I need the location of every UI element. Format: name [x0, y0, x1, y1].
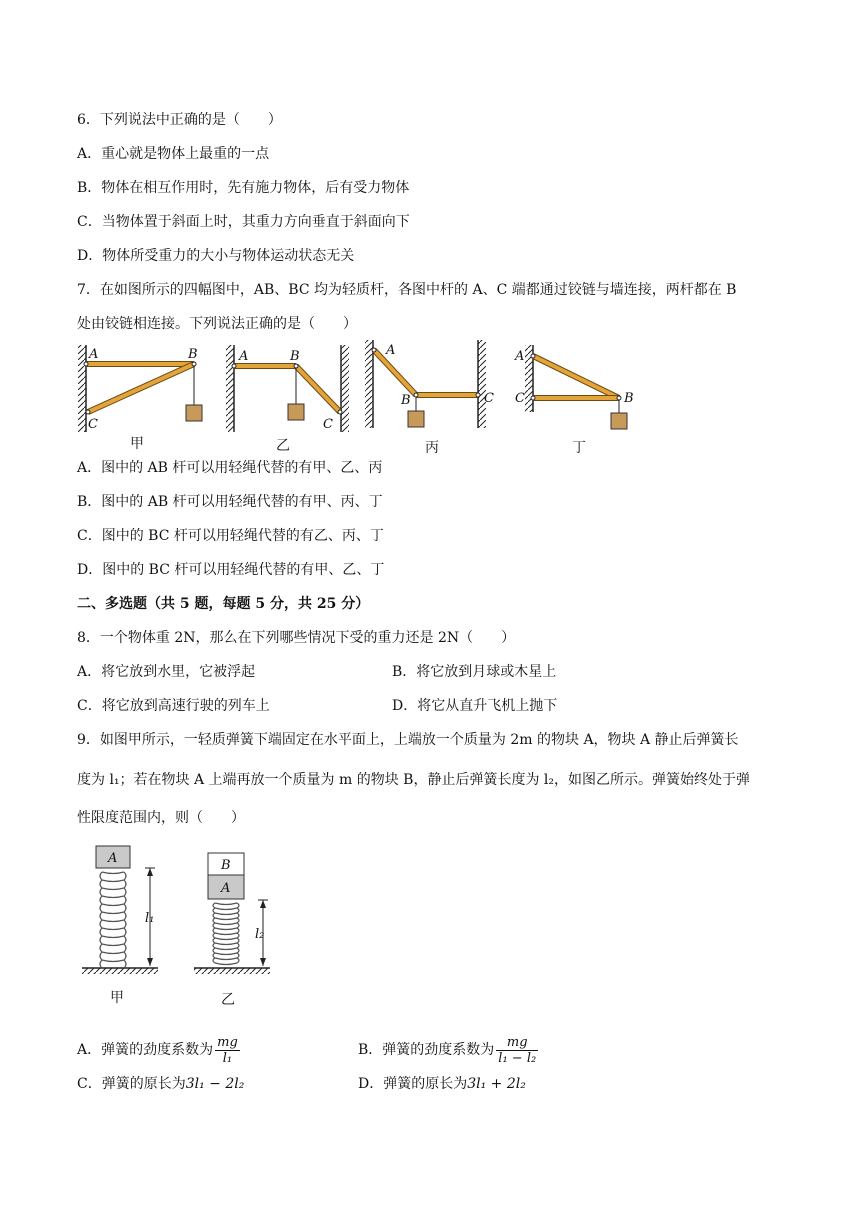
q9-stem-line1: 9．如图甲所示，一轻质弹簧下端固定在水平面上，上端放一个质量为 2m 的物块 A，物块 A 静止后弹簧长: [77, 732, 739, 748]
q7-figure-bing: [365, 340, 494, 456]
q6-option-d: D．物体所受重力的大小与物体运动状态无关: [77, 248, 355, 264]
q9-figure: [82, 846, 270, 1008]
fraction-numerator: mg: [217, 1034, 238, 1050]
q9-option-a: [77, 1028, 240, 1072]
q9-option-b-text: B．弹簧的劲度系数为: [358, 1042, 495, 1058]
q9-option-d-expr: 3l₁ + 2l₂: [467, 1076, 526, 1092]
label-c: C: [515, 391, 525, 406]
q9-option-d-text: D．弹簧的原长为: [358, 1076, 468, 1092]
q6-option-a: A．重心就是物体上最重的一点: [77, 146, 270, 162]
label-b: B: [401, 393, 411, 408]
q7-option-a: A．图中的 AB 杆可以用轻绳代替的有甲、乙、丙: [77, 460, 383, 476]
q7-stem-line1: 7．在如图所示的四幅图中，AB、BC 均为轻质杆，各图中杆的 A、C 端都通过铰链与墙连接，两杆都在 B: [77, 282, 737, 298]
caption-yi: 乙: [221, 992, 235, 1008]
q8-option-d: D．将它从直升飞机上抛下: [392, 698, 558, 714]
label-c: C: [323, 417, 333, 432]
q9-option-b-fraction: [496, 1035, 538, 1066]
caption-bing: 丙: [425, 440, 439, 456]
label-b: B: [290, 349, 300, 364]
q6-stem: 6．下列说法中正确的是（ ）: [77, 112, 282, 128]
label-b: B: [624, 391, 634, 406]
caption-ding: 丁: [572, 440, 586, 456]
label-a: A: [239, 349, 249, 364]
spring-yi: [213, 903, 239, 965]
q9-figure-jia: [82, 846, 158, 1006]
q6-option-b: B．物体在相互作用时，先有施力物体，后有受力物体: [77, 180, 410, 196]
block-a-label: A: [221, 881, 231, 896]
label-a: A: [515, 349, 525, 364]
caption-jia: 甲: [130, 436, 144, 452]
q9-option-d: [358, 1074, 526, 1094]
fraction-denominator: l₁: [222, 1050, 233, 1066]
q7-option-d: D．图中的 BC 杆可以用轻绳代替的有甲、乙、丁: [77, 562, 385, 578]
length-l1: l₁: [145, 911, 155, 926]
q8-stem: 8．一个物体重 2N，那么在下列哪些情况下受的重力还是 2N（ ）: [77, 630, 516, 646]
section-title: 二、多选题（共 5 题，每题 5 分，共 25 分）: [77, 596, 370, 612]
q7-figure-ding: [514, 345, 634, 456]
q6-option-c: C．当物体置于斜面上时，其重力方向垂直于斜面向下: [77, 214, 410, 230]
q8-option-b: B．将它放到月球或木星上: [392, 664, 557, 680]
block-b-label: B: [221, 858, 231, 873]
q9-option-a-fraction: [215, 1035, 240, 1066]
q9-stem-line2: 度为 l₁；若在物块 A 上端再放一个质量为 m 的物块 B，静止后弹簧长度为 l₂，如图乙所示。弹簧始终处于弹: [77, 772, 751, 788]
q9-figure-yi: [194, 853, 270, 1008]
label-c: C: [484, 391, 494, 406]
label-a: A: [89, 347, 99, 362]
q8-option-c: C．将它放到高速行驶的列车上: [77, 698, 270, 714]
block-a-label: A: [108, 851, 118, 866]
caption-jia: 甲: [110, 990, 124, 1006]
q9-option-b: [358, 1028, 538, 1072]
q7-stem-line2: 处由铰链相连接。下列说法正确的是（ ）: [77, 316, 357, 332]
q9-option-c-expr: 3l₁ − 2l₂: [185, 1076, 245, 1092]
q8-option-a: A．将它放到水里，它被浮起: [77, 664, 256, 680]
label-b: B: [188, 347, 198, 362]
spring-jia: [100, 872, 126, 968]
q9-stem-line3: 性限度范围内，则（ ）: [77, 810, 245, 826]
q7-figure-yi: [226, 345, 349, 454]
q9-option-a-text: A．弹簧的劲度系数为: [77, 1042, 214, 1058]
label-c: C: [88, 417, 98, 432]
fraction-denominator: l₁ − l₂: [498, 1050, 537, 1066]
length-l2: l₂: [255, 927, 265, 942]
label-a: A: [386, 343, 396, 358]
q7-option-b: B．图中的 AB 杆可以用轻绳代替的有甲、丙、丁: [77, 494, 383, 510]
fraction-numerator: mg: [496, 1035, 538, 1051]
q7-option-c: C．图中的 BC 杆可以用轻绳代替的有乙、丙、丁: [77, 528, 384, 544]
q7-figure-jia: [78, 345, 202, 452]
caption-yi: 乙: [276, 438, 290, 454]
q9-option-c: [77, 1074, 244, 1094]
q9-option-c-text: C．弹簧的原长为: [77, 1076, 186, 1092]
